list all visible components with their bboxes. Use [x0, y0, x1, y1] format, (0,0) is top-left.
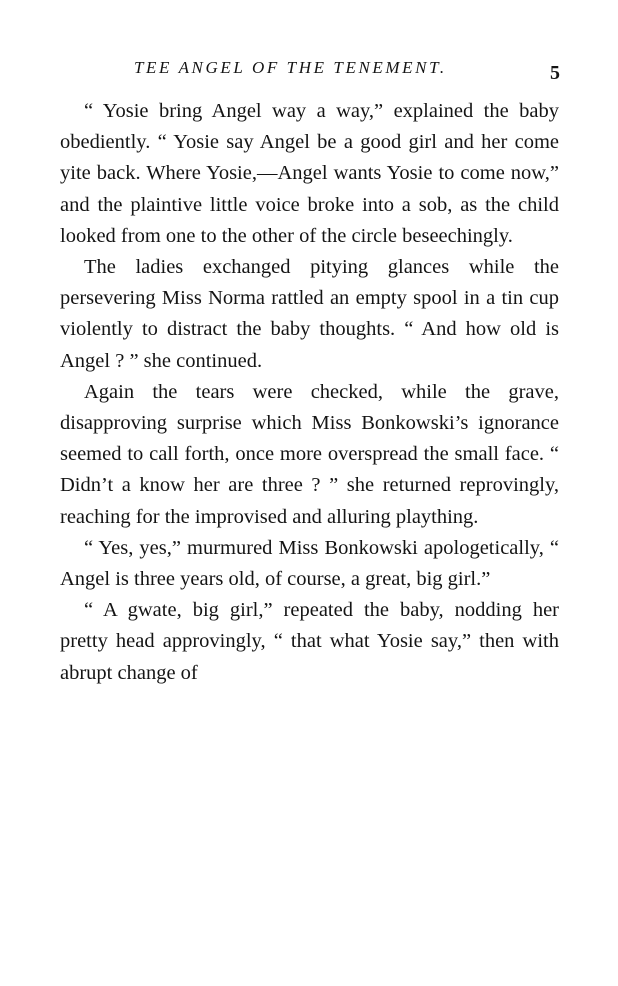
running-title: TEE ANGEL OF THE TENEMENT.: [134, 58, 447, 77]
paragraph: The ladies exchanged pitying glances while the persevering Miss Norma rattled an empty spool in a tin cup violently to distract the baby thoughts. “ And how old is Angel ? ” she continued.: [60, 256, 559, 372]
running-head: [60, 52, 560, 82]
body-text: [60, 96, 559, 689]
paragraph: “ A gwate, big girl,” repeated the baby, nodding her pretty head approvingly, “ that what Yosie say,” then with abrupt change of: [60, 599, 559, 684]
paragraph: Again the tears were checked, while the grave, disapproving surprise which Miss Bonkowski’s ignorance seemed to call forth, once more overspread the small face. “ Didn’t a know her are three ? ” she returned reprovingly, reaching for the improvised and alluring plaything.: [60, 380, 559, 528]
page-number: 5: [550, 62, 560, 84]
paragraph: “ Yes, yes,” murmured Miss Bonkowski apologetically, “ Angel is three years old, of course, a great, big girl.”: [60, 536, 559, 591]
paragraph: “ Yosie bring Angel way a way,” explained the baby obediently. “ Yosie say Angel be a good girl and her come yite back. Where Yosie,—Angel wants Yosie to come now,” and the plaintive little voice broke into a sob, as the child looked from one to the other of the circle beseechingly.: [60, 100, 559, 247]
